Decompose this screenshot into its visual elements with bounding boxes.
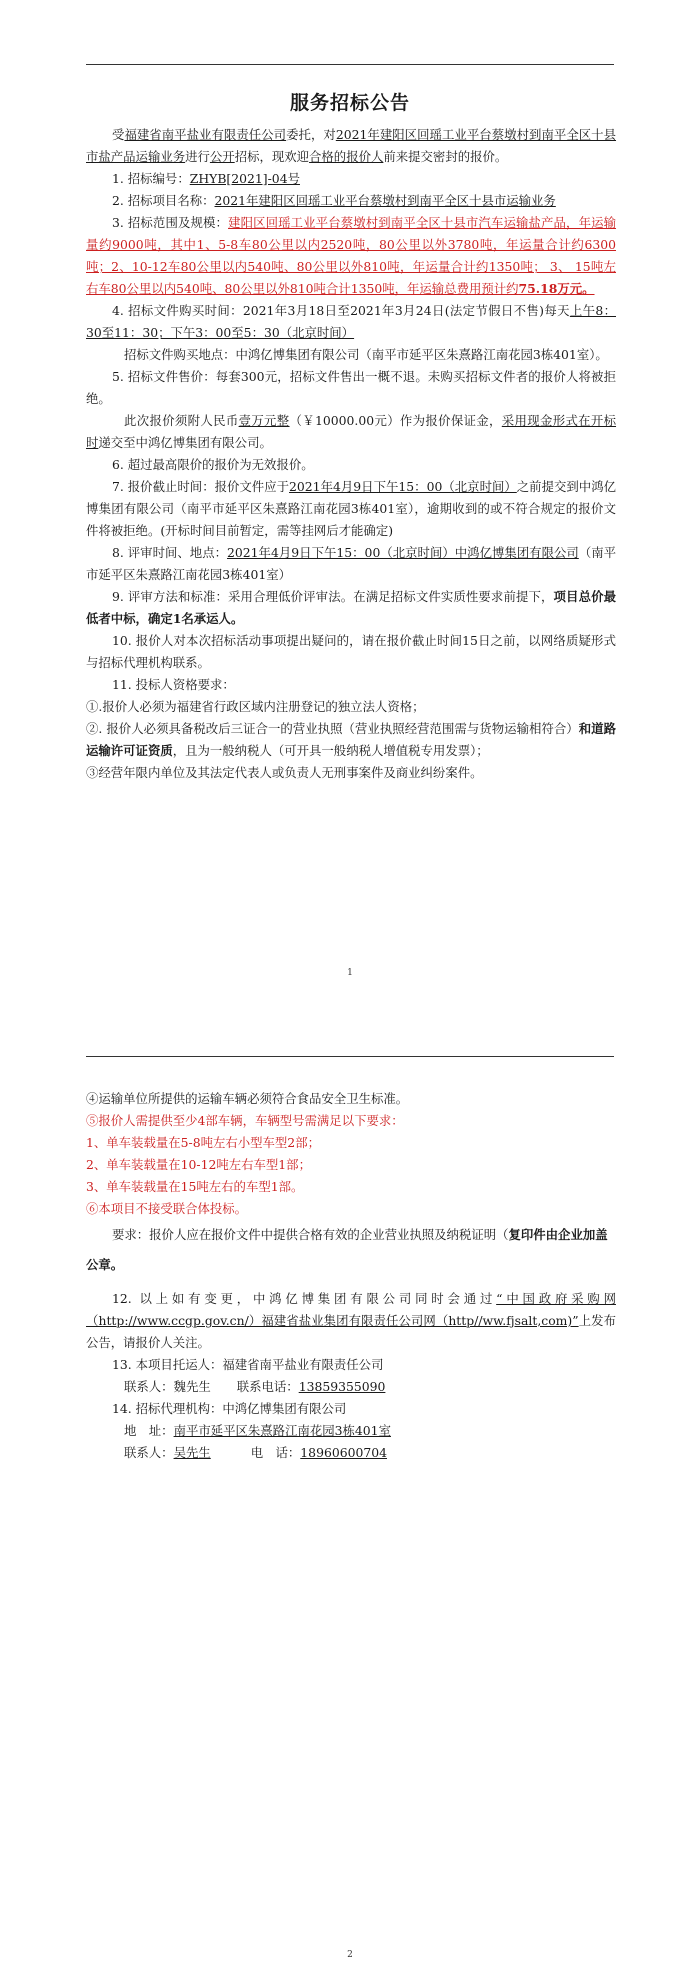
- publish-websites: “中国政府采购网（http://www.ccgp.gov.cn/）福建省盐业集团有限责任公司网（http//ww.fjsalt,com)”: [86, 1291, 616, 1328]
- requirement-note: 要求：报价人应在报价文件中提供合格有效的企业营业执照及纳税证明（复印件由企业加盖公章。: [86, 1227, 608, 1272]
- qualification-3: ③经营年限内单位及其法定代表人或负责人无刑事案件及商业纠纷案件。: [86, 765, 483, 780]
- scope-text: 建阳区回瑶工业平台蔡墩村到南平全区十县市汽车运输盐产品，年运输量约9000吨，其中1、5-8车80公里以内2520吨，80公里以外3780吨，年运量合计约6300吨；2、10-12车80公里以内540吨、80公里以外810吨，年运量合计约1350吨； 3、 15吨左右车80公里以内540吨、80公里以外810吨合计1350吨，年运输总费用预计约: [86, 215, 617, 296]
- agency-phone: 18960600704: [300, 1445, 388, 1460]
- section-shipper: 13. 本项目托运人：福建省南平盐业有限责任公司: [112, 1357, 384, 1372]
- intro-paragraph: 受福建省南平盐业有限责任公司委托，对2021年建阳区回瑶工业平台蔡墩村到南平全区十县市盐产品运输业务进行公开招标，现欢迎合格的报价人前来提交密封的报价。: [86, 127, 617, 164]
- project-name: 2021年建阳区回瑶工业平台蔡墩村到南平全区十县市盐产品运输业务: [86, 127, 617, 164]
- section-scope: 3. 招标范围及规模：建阳区回瑶工业平台蔡墩村到南平全区十县市汽车运输盐产品，年运输量约9000吨，其中1、5-8车80公里以内2520吨，80公里以外3780吨，年运量合计约6300吨；2、10-12车80公里以内540吨、80公里以外810吨，年运量合计约1350吨； 3、 15吨左右车80公里以内540吨、80公里以外810吨合计1350吨，年运输总费用预计约75.18万元。: [86, 215, 617, 296]
- header-rule: [86, 1056, 614, 1057]
- section-purchase-time: 4. 招标文件购买时间：2021年3月18日至2021年3月24日(法定节假日不售)每天上午8：30至11：30；下午3：00至5：30（北京时间）: [86, 303, 616, 340]
- purchase-place: 招标文件购买地点：中鸿亿博集团有限公司（南平市延平区朱熹路江南花园3栋401室）。: [124, 347, 608, 362]
- section-changes: 12. 以上如有变更，中鸿亿博集团有限公司同时会通过“中国政府采购网（http://www.ccgp.gov.cn/）福建省盐业集团有限责任公司网（http//ww.fjsalt,com)”上发布公告，请报价人关注。: [86, 1291, 616, 1350]
- section-review-method: 9. 评审方法和标准：采用合理低价评审法。在满足招标文件实质性要求前提下，项目总价最低者中标，确定1名承运人。: [86, 589, 616, 626]
- section-review-time: 8. 评审时间、地点：2021年4月9日下午15：00（北京时间）中鸿亿博集团有限公司（南平市延平区朱熹路江南花园3栋401室）: [86, 545, 617, 582]
- announcement-body-continued: [86, 1088, 616, 1464]
- tender-number: ZHYB[2021]-04号: [189, 171, 300, 186]
- qualification-2: ②. 报价人必须具备税改后三证合一的营业执照（营业执照经营范围需与货物运输相符合）和道路运输许可证资质，且为一般纳税人（可开具一般纳税人增值税专用发票）；: [86, 721, 616, 758]
- deposit-paragraph: 此次报价须附人民币壹万元整（￥10000.00元）作为报价保证金，采用现金形式在开标时递交至中鸿亿博集团有限公司。: [86, 413, 617, 450]
- section-project-name: 2. 招标项目名称：2021年建阳区回瑶工业平台蔡墩村到南平全区十县市运输业务: [112, 193, 556, 208]
- section-max-price: 6. 超过最高限价的报价为无效报价。: [112, 457, 314, 472]
- vehicle-requirement-1: 1、单车装载量在5-8吨左右小型车型2部；: [86, 1135, 320, 1150]
- page-title: 服务招标公告: [289, 92, 410, 114]
- page-number: 2: [347, 1950, 353, 1960]
- agency-address-value: 南平市延平区朱熹路江南花园3栋401室: [173, 1423, 391, 1438]
- agency-contact-name: 吴先生: [173, 1445, 211, 1460]
- shipper-contact: 联系人：魏先生 联系电话：13859355090: [124, 1379, 386, 1394]
- client-name: 福建省南平盐业有限责任公司: [124, 127, 287, 142]
- qualification-6: ⑥本项目不接受联合体投标。: [86, 1201, 248, 1216]
- purchase-hours: 上午8：30至11：30；下午3：00至5：30（北京时间）: [86, 303, 616, 340]
- section-qualifications: 11. 投标人资格要求：: [112, 677, 235, 692]
- header-rule: [86, 64, 614, 65]
- section-tender-number: 1. 招标编号：ZHYB[2021]-04号: [112, 171, 300, 186]
- section-questions: 10. 报价人对本次招标活动事项提出疑问的，请在报价截止时间15日之前，以网络质疑形式与招标代理机构联系。: [86, 633, 616, 670]
- agency-address: 地 址：南平市延平区朱熹路江南花园3栋401室: [124, 1423, 391, 1438]
- deposit-amount: 壹万元整: [238, 413, 290, 428]
- section-deadline: 7. 报价截止时间：报价文件应于2021年4月9日下午15：00（北京时间）之前提交到中鸿亿博集团有限公司（南平市延平区朱熹路江南花园3栋401室），逾期收到的或不符合规定的报价文件将被拒绝。(开标时间目前暂定，需等挂网后才能确定): [86, 479, 616, 538]
- vehicle-requirement-3: 3、单车装载量在15吨左右的车型1部。: [86, 1179, 304, 1194]
- vehicle-requirement-2: 2、单车装载量在10-12吨左右车型1部；: [86, 1157, 311, 1172]
- qualification-4: ④运输单位所提供的运输车辆必须符合食品安全卫生标准。: [86, 1091, 409, 1106]
- page-number: 1: [347, 968, 353, 978]
- qualification-1: ①.报价人必须为福建省行政区域内注册登记的独立法人资格；: [86, 699, 425, 714]
- section-document-price: 5. 招标文件售价：每套300元，招标文件售出一概不退。未购买招标文件者的报价人将被拒绝。: [86, 369, 616, 406]
- deadline-time: 2021年4月9日下午15：00（北京时间）: [289, 479, 517, 494]
- qualification-5: ⑤报价人需提供至少4部车辆，车辆型号需满足以下要求：: [86, 1113, 404, 1128]
- shipper-phone: 13859355090: [298, 1379, 386, 1394]
- agency-contact: 联系人：吴先生 电 话：18960600704: [124, 1445, 388, 1460]
- announcement-body: [86, 124, 616, 784]
- total-cost: 75.18万元。: [518, 281, 595, 296]
- section-agency: 14. 招标代理机构：中鸿亿博集团有限公司: [112, 1401, 347, 1416]
